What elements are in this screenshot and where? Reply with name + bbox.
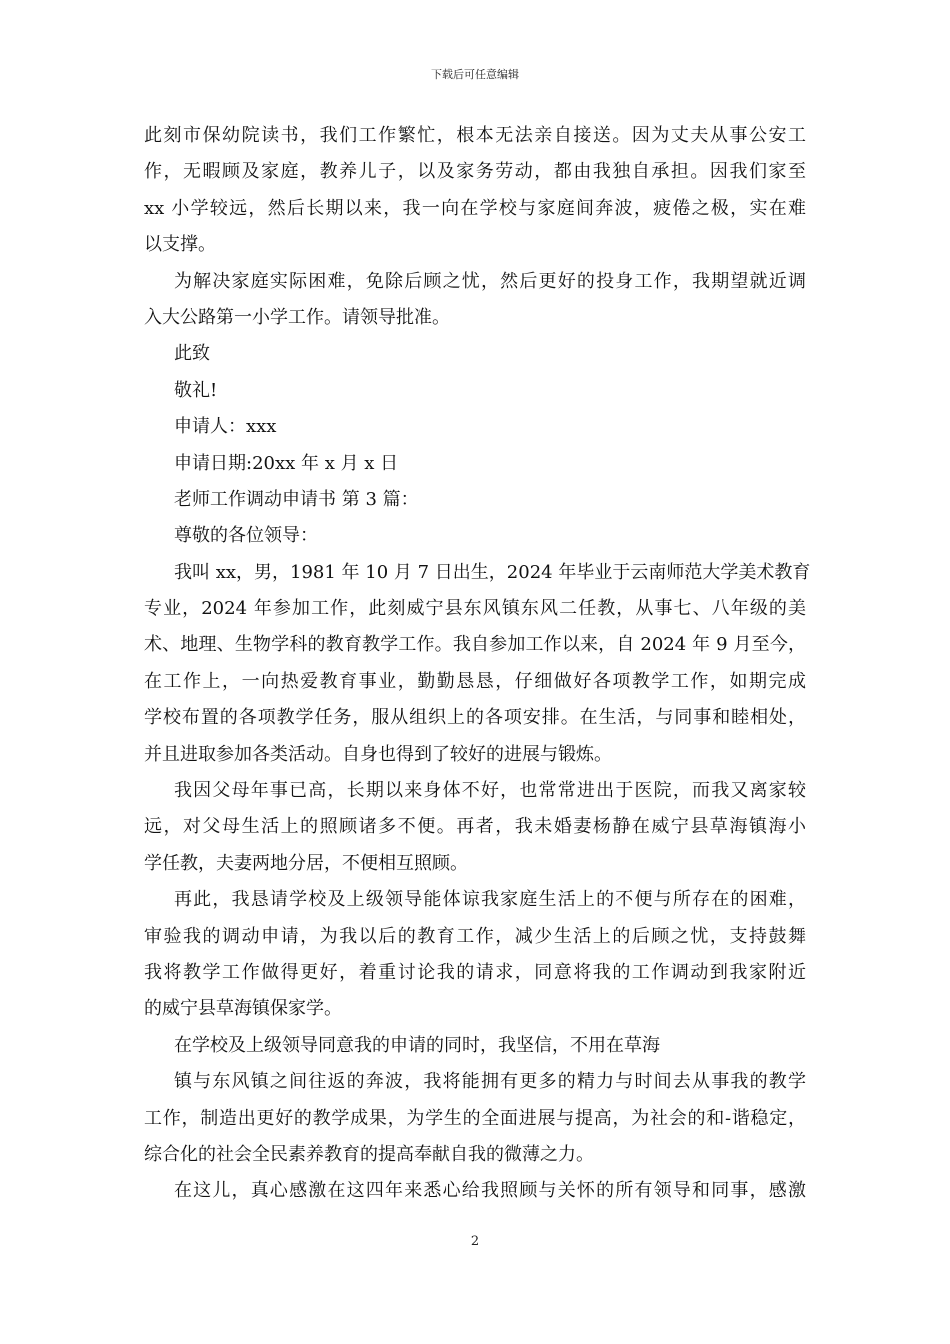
text-line: 以支撑。 xyxy=(144,234,216,256)
text-line: 再此，我恳请学校及上级领导能体谅我家庭生活上的不便与所存在的困难， xyxy=(174,889,806,911)
text-line: 学校布置的各项教学任务，服从组织上的各项安排。在生活，与同事和睦相处， xyxy=(144,707,806,729)
text-line: 术、地理、生物学科的教育教学工作。我自参加工作以来，自 2024 年 9 月至今， xyxy=(144,634,806,656)
closing-salutation: 此致 xyxy=(174,343,210,365)
text-line: xx 小学较远，然后长期以来，我一向在学校与家庭间奔波，疲倦之极，实在难 xyxy=(144,197,806,219)
greeting-line: 尊敬的各位领导： xyxy=(174,525,318,547)
text-line: 工作，制造出更好的教学成果，为学生的全面进展与提高，为社会的和-谐稳定， xyxy=(144,1107,806,1129)
text-line: 我因父母年事已高，长期以来身体不好，也常常进出于医院，而我又离家较 xyxy=(174,780,806,802)
text-line: 的威宁县草海镇保家学。 xyxy=(144,998,342,1020)
applicant-line: 申请人：xxx xyxy=(174,416,277,438)
document-body xyxy=(144,118,811,1210)
text-line: 入大公路第一小学工作。请领导批准。 xyxy=(144,306,450,328)
text-line: 镇与东风镇之间往返的奔波，我将能拥有更多的精力与时间去从事我的教学 xyxy=(174,1071,806,1093)
text-line: 在这儿，真心感激在这四年来悉心给我照顾与关怀的所有领导和同事，感激 xyxy=(174,1180,806,1202)
text-line: 我叫 xx，男，1981 年 10 月 7 日出生，2024 年毕业于云南师范大学美术教育 xyxy=(174,561,811,583)
text-line: 综合化的社会全民素养教育的提高奉献自我的微薄之力。 xyxy=(144,1143,594,1165)
page-header: 下载后可任意编辑 xyxy=(431,68,519,81)
text-line: 作，无暇顾及家庭，教养儿子，以及家务劳动，都由我独自承担。因我们家至 xyxy=(144,161,806,183)
text-line: 审验我的调动申请，为我以后的教育工作，减少生活上的后顾之忧，支持鼓舞 xyxy=(144,925,806,947)
text-line: 学任教，夫妻两地分居，不便相互照顾。 xyxy=(144,852,468,874)
closing-regards: 敬礼! xyxy=(174,379,218,401)
page-number: 2 xyxy=(470,1234,480,1249)
text-line: 为解决家庭实际困难，免除后顾之忧，然后更好的投身工作，我期望就近调 xyxy=(174,270,806,292)
text-line: 在学校及上级领导同意我的申请的同时，我坚信，不用在草海 xyxy=(174,1034,660,1056)
text-line: 并且进取参加各类活动。自身也得到了较好的进展与锻炼。 xyxy=(144,743,612,765)
application-date: 申请日期:20xx 年 x 月 x 日 xyxy=(174,452,399,474)
section-title: 老师工作调动申请书 第 3 篇： xyxy=(174,488,419,510)
text-line: 专业，2024 年参加工作，此刻威宁县东风镇东风二任教，从事七、八年级的美 xyxy=(144,598,806,620)
text-line: 此刻市保幼院读书，我们工作繁忙，根本无法亲自接送。因为丈夫从事公安工 xyxy=(144,125,806,146)
text-line: 远，对父母生活上的照顾诸多不便。再者，我未婚妻杨静在威宁县草海镇海小 xyxy=(144,816,806,838)
text-line: 我将教学工作做得更好，着重讨论我的请求，同意将我的工作调动到我家附近 xyxy=(144,961,806,983)
text-line: 在工作上，一向热爱教育事业，勤勤恳恳，仔细做好各项教学工作，如期完成 xyxy=(144,670,806,692)
